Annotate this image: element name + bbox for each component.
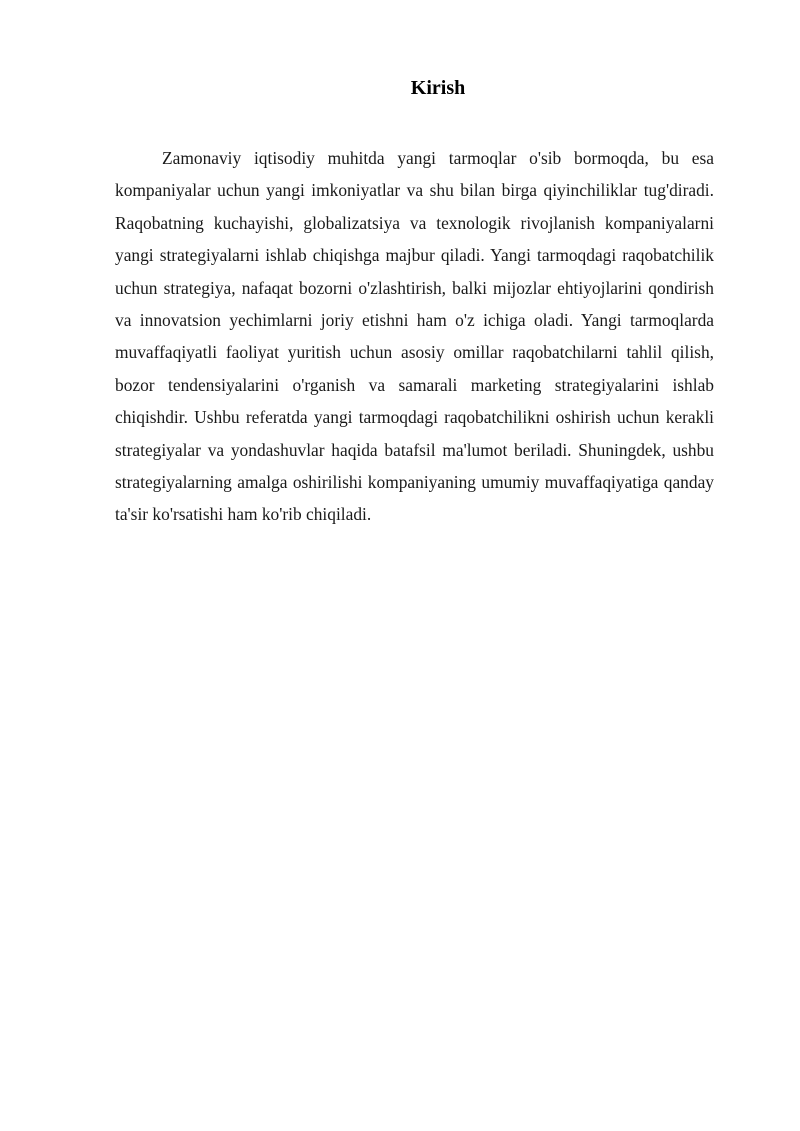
intro-paragraph: Zamonaviy iqtisodiy muhitda yangi tarmoqlar o'sib bormoqda, bu esa kompaniyalar uchun yangi imkoniyatlar va shu bilan birga qiyinchiliklar tug'diradi. Raqobatning kuchayishi, globalizatsiya va texnologik rivojlanish kompaniyalarni yangi strategiyalarni ishlab chiqishga majbur qiladi. Yangi tarmoqdagi raqobatchilik uchun strategiya, nafaqat bozorni o'zlashtirish, balki mijozlar ehtiyojlarini qondirish va innovatsion yechimlarni joriy etishni ham o'z ichiga oladi. Yangi tarmoqlarda muvaffaqiyatli faoliyat yuritish uchun asosiy omillar raqobatchilarni tahlil qilish, bozor tendensiyalarini o'rganish va samarali marketing strategiyalarini ishlab chiqishdir. Ushbu referatda yangi tarmoqdagi raqobatchilikni oshirish uchun kerakli strategiyalar va yondashuvlar haqida batafsil ma'lumot beriladi. Shuningdek, ushbu strategiyalarning amalga oshirilishi kompaniyaning umumiy muvaffaqiyatiga qanday ta'sir ko'rsatishi ham ko'rib chiqiladi. [115, 148, 714, 525]
page-title: Kirish [410, 77, 466, 99]
